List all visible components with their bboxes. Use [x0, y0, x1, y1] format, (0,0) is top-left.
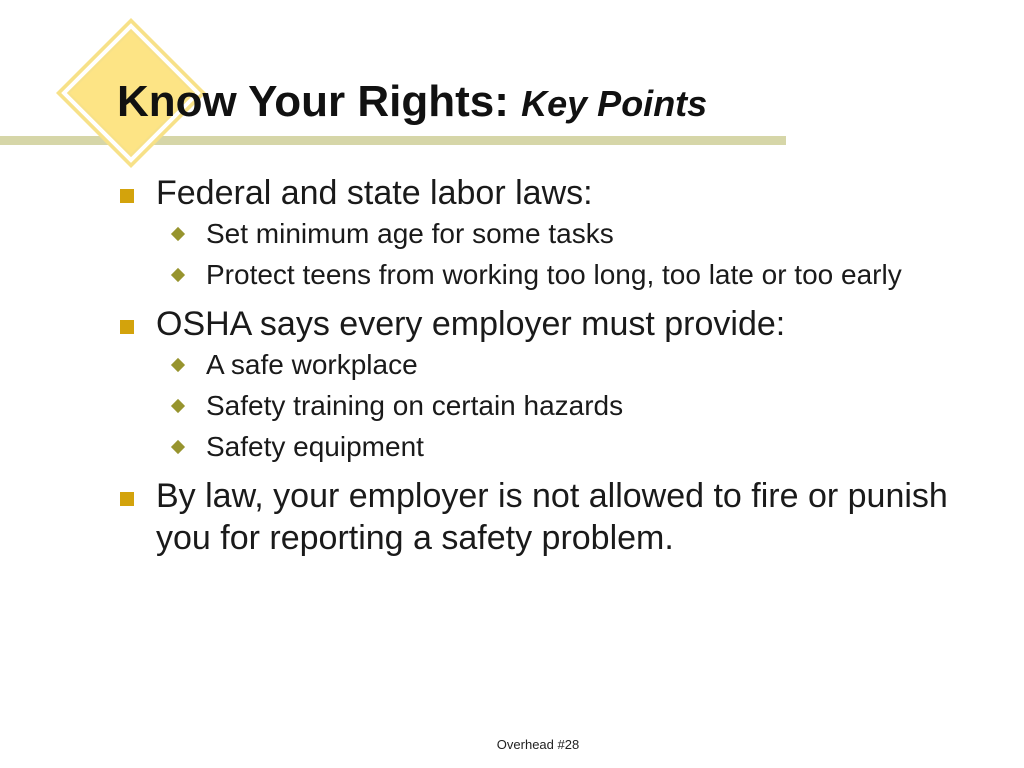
diamond-bullet-icon — [171, 440, 185, 454]
slide-title — [117, 76, 707, 130]
sub-bullet-item — [156, 347, 958, 383]
sub-bullet-item — [156, 257, 958, 293]
sub-bullet-item — [156, 429, 958, 465]
bullet-item-labor-laws — [118, 172, 958, 293]
sub-bullet-text: Safety equipment — [206, 431, 424, 462]
bullet-text: OSHA says every employer must provide: — [156, 305, 786, 343]
diamond-bullet-icon — [171, 399, 185, 413]
square-bullet-icon — [120, 492, 134, 506]
title-main-text: Know Your Rights: — [117, 77, 509, 126]
bullet-list — [118, 172, 958, 569]
bullet-text: Federal and state labor laws: — [156, 174, 593, 212]
sub-bullet-text: Safety training on certain hazards — [206, 390, 624, 421]
square-bullet-icon — [120, 320, 134, 334]
square-bullet-icon — [120, 189, 134, 203]
title-subtitle-text: Key Points — [521, 83, 708, 124]
sub-bullet-text: A safe workplace — [206, 349, 418, 380]
sub-bullet-list — [156, 347, 958, 465]
diamond-bullet-icon — [171, 358, 185, 372]
diamond-bullet-icon — [171, 268, 185, 282]
bullet-item-osha — [118, 303, 958, 465]
sub-bullet-item — [156, 216, 958, 252]
sub-bullet-item — [156, 388, 958, 424]
bullet-text: By law, your employer is not allowed to fire or punish you for reporting a safety problem. — [156, 477, 948, 557]
sub-bullet-text: Protect teens from working too long, too late or too early — [206, 259, 902, 290]
diamond-bullet-icon — [171, 227, 185, 241]
footer-overhead-number: Overhead #28 — [496, 737, 580, 752]
bullet-item-retaliation — [118, 475, 958, 559]
sub-bullet-text: Set minimum age for some tasks — [206, 218, 614, 249]
sub-bullet-list — [156, 216, 958, 293]
